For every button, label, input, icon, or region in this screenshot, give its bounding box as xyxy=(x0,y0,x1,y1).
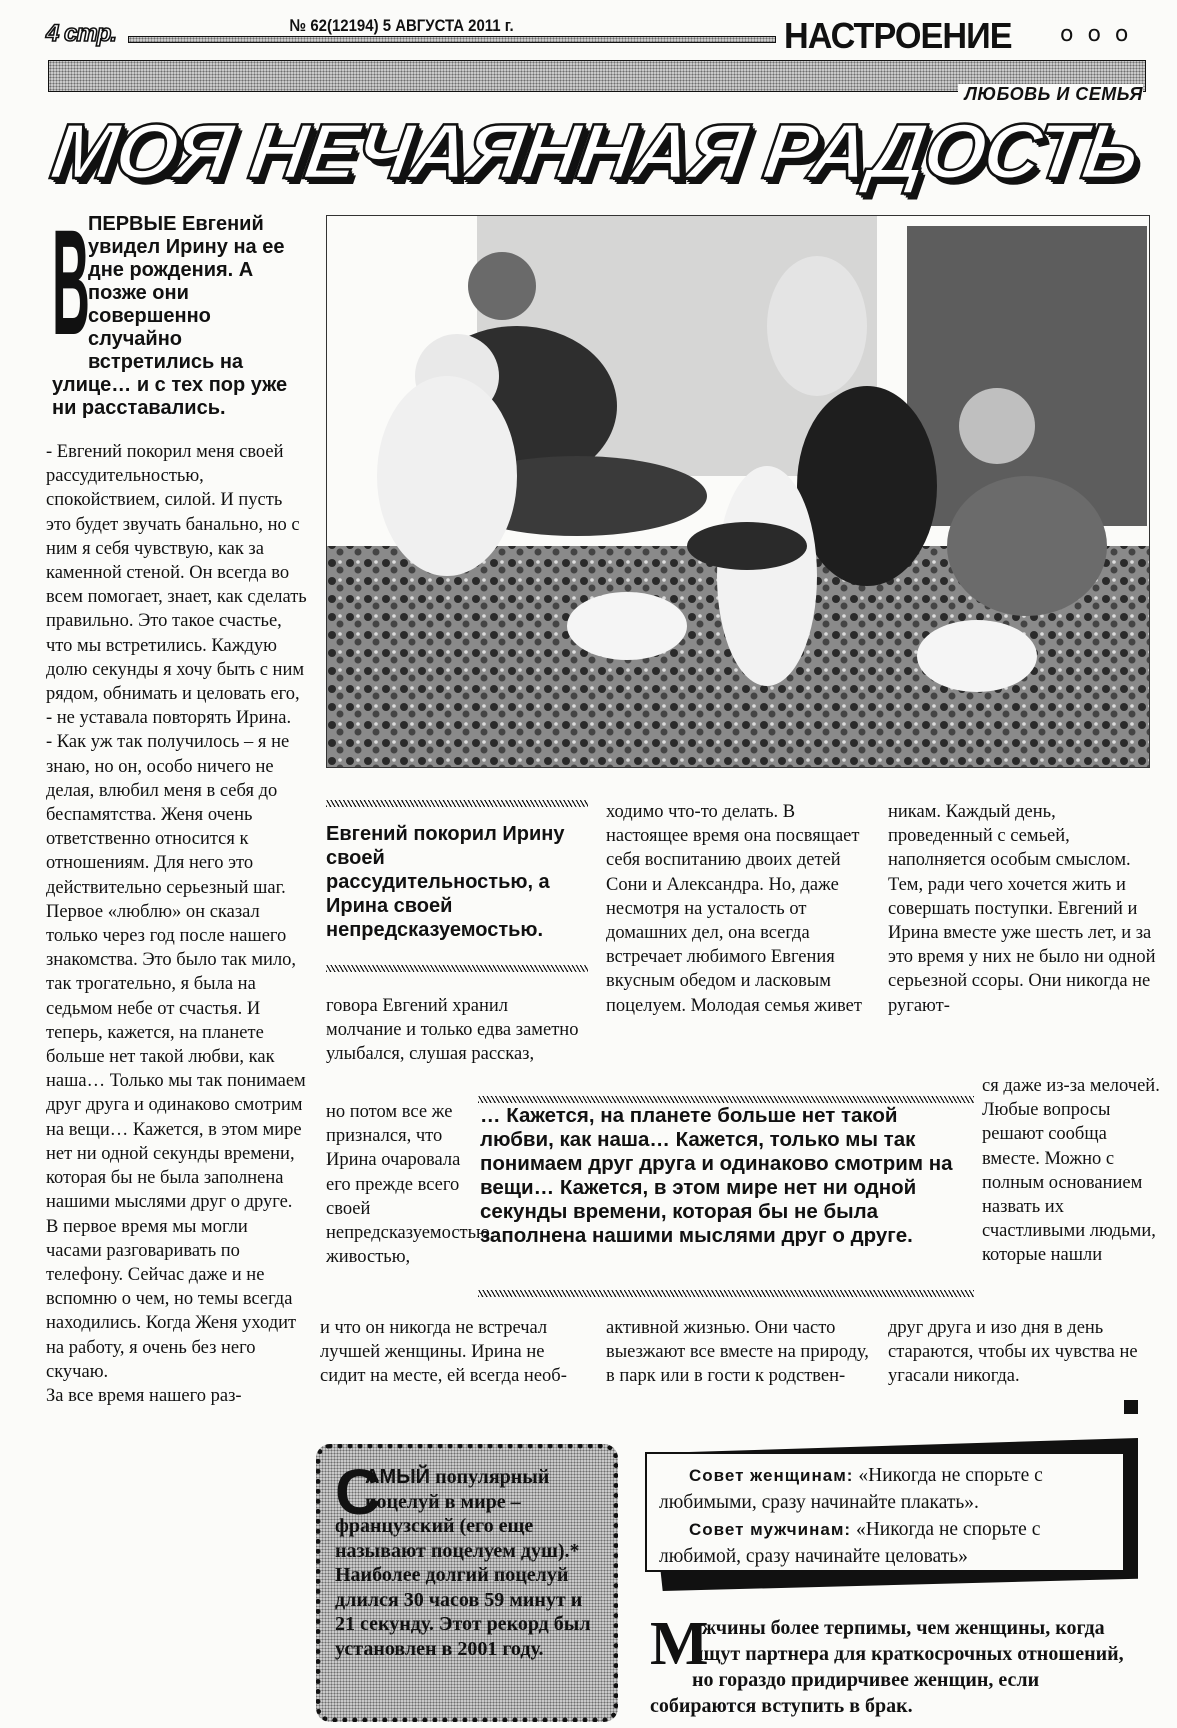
advice-women-label: Совет женщинам: xyxy=(689,1466,854,1485)
article-lead xyxy=(52,198,302,420)
pullquote-divider xyxy=(478,1096,974,1103)
note-dropcap: М xyxy=(650,1610,709,1678)
advice-men-text: «Никогда не спорьте с любимой, сразу начинайте целовать» xyxy=(659,1519,1041,1567)
article-end-mark xyxy=(1124,1400,1138,1414)
article-column-2-narrow: но потом все же признался, что Ирина очаровала его прежде всего своей непредсказуемостью, живостью, xyxy=(326,1102,495,1268)
lead-text: ПЕРВЫЕ Евгений увидел Ирину на ее дне рождения. А позже они совершенно случайно встретились на улице… и с тех пор уже ни расставались. xyxy=(52,213,288,419)
paragraph: - Евгений покорил меня своей рассудительностью, спокойствием, силой. И пусть это будет звучать банально, но с ним я себя чувствую, как за каменной стеной. Он всегда во всем помогает, знает, как сделать правильно. Это такое счастье, что мы встретились. Каждую долю секунды я хочу быть с ним рядом, обнимать и целовать его, - не уставала повторять Ирина. xyxy=(46,442,307,729)
fact-lead-word: АМЫЙ xyxy=(365,1466,431,1488)
article-column-2: говора Евгений хранил молчание и только едва заметно улыбался, слушая рассказ, xyxy=(326,996,579,1065)
advice-women-text: «Никогда не спорьте с любимыми, сразу начинайте плакать». xyxy=(659,1465,1043,1513)
paragraph: В первое время мы могли часами разговаривать по телефону. Сейчас даже и не вспомню о чем, но темы всегда находились. Когда Женя уходит на работу, я очень без него скучаю. xyxy=(46,1216,297,1382)
article-column-4: никам. Каждый день, проведенный с семьей, наполняется особым смыслом. Тем, ради чего хочется жить и совершать поступки. Евгений и Ирина вместе уже шесть лет, и за это время у них не было ни одной серьезной ссоры. Они никогда не ругают- xyxy=(888,802,1156,1016)
pullquote-divider xyxy=(478,1290,974,1297)
article-title: МОЯ НЕЧАЯННАЯ РАДОСТЬ xyxy=(45,107,1144,195)
article-column-3-bottom: активной жизнью. Они часто выезжают все вместе на природу, в парк или в гости к родствен- xyxy=(606,1318,869,1387)
header-rule xyxy=(128,36,776,43)
note-text: ужчины более терпимы, чем женщины, когда ищут партнера для краткосрочных отношений, но гораздо придирчивее женщин, если собираются вступить в брак. xyxy=(650,1617,1124,1717)
advice-men-label: Совет мужчинам: xyxy=(689,1520,852,1539)
fact-box xyxy=(316,1444,618,1722)
article-column-1 xyxy=(46,440,308,1408)
issue-date: № 62(12194) 5 АВГУСТА 2011 г. xyxy=(286,16,517,36)
page-number: 4 стр. xyxy=(46,20,117,47)
article-column-2-bottom: и что он никогда не встречал лучшей женщины. Ирина не сидит на месте, ей всегда необ- xyxy=(320,1318,567,1387)
caption-divider xyxy=(326,800,588,807)
photo-caption: Евгений покорил Ирину своей рассудительностью, а Ирина своей непредсказуемостью. xyxy=(326,823,565,941)
bottom-note xyxy=(650,1610,1150,1719)
advice-men xyxy=(659,1516,1111,1570)
paragraph: - Как уж так получилось – я не знаю, но он, особо ничего не делая, влюбил меня в себя до беспамятства. Женя очень ответственно относится к отношениям. Для него это действительно серьезный шаг. Первое «люблю» он сказал только через год после нашего знакомства. Это было так мило, так трогательно, я была на седьмом небе от счастья. И теперь, кажется, на планете больше нет такой любви, как наша… Только мы так понимаем друг друга и одинаково смотрим на вещи… Кажется, в этом мире нет ни одной секунды времени, которая бы не была заполнена нашими мыслями друг о друге. xyxy=(46,732,306,1213)
section-dots: ooo xyxy=(1060,22,1143,47)
lead-dropcap: В xyxy=(52,198,90,366)
pullquote: … Кажется, на планете больше нет такой любви, как наша… Кажется, только мы так понимаем друг друга и одинаково смотрим на вещи… Кажется, в этом мире нет ни одной секунды времени, которая бы не была заполнена нашими мыслями друг о друге. xyxy=(480,1104,953,1247)
photo-image xyxy=(327,216,1150,768)
article-column-3: ходимо что-то делать. В настоящее время она посвящает себя воспитанию двоих детей Сони и Александра. Но, даже несмотря на усталость от домашних дел, она всегда встречает любимого Евгения вкусным обедом и ласковым поцелуем. Молодая семья живет xyxy=(606,802,862,1016)
article-column-4-bottom: друг друга и изо дня в день стараются, чтобы их чувства не угасали никогда. xyxy=(888,1318,1138,1387)
section-title: НАСТРОЕНИЕ xyxy=(784,15,1012,56)
family-photo xyxy=(326,215,1150,768)
fact-text: популярный поцелуй в мире – французский (его еще называют поцелуем душ).* Наиболее долгий поцелуй длился 30 часов 59 минут и 21 секунду. Этот рекорд был установлен в 2001 году. xyxy=(335,1466,591,1660)
article-column-4-narrow: ся даже из-за мелочей. Любые вопросы решают сообща вместе. Можно с полным основанием назвать их счастливыми людьми, которые нашли xyxy=(982,1076,1160,1266)
paragraph: За все время нашего раз- xyxy=(46,1385,242,1406)
rubric-label: ЛЮБОВЬ И СЕМЬЯ xyxy=(958,84,1143,105)
advice-women xyxy=(659,1462,1111,1516)
advice-box xyxy=(645,1452,1125,1572)
caption-divider xyxy=(326,965,588,972)
fact-dropcap: С xyxy=(335,1456,382,1528)
